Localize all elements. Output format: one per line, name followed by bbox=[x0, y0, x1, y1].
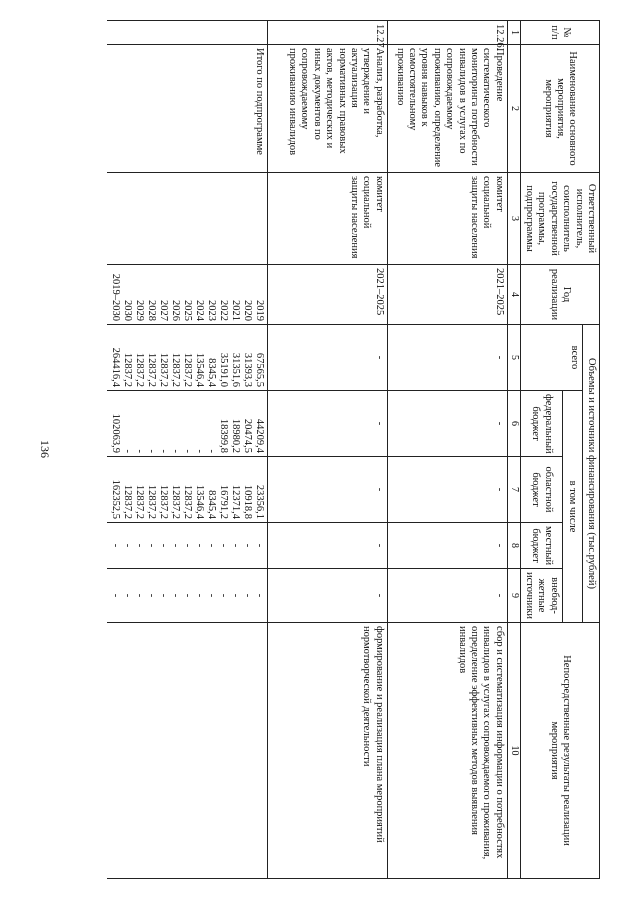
summary-value: - bbox=[181, 543, 193, 548]
row-reg: - bbox=[267, 457, 387, 523]
summary-value: - bbox=[217, 543, 229, 548]
summary-value: 18980,2 bbox=[229, 418, 241, 453]
column-numbers-row bbox=[507, 21, 520, 879]
summary-value: 2020 bbox=[241, 300, 253, 321]
summary-value: 2022 bbox=[217, 300, 229, 321]
summary-value: 2028 bbox=[145, 300, 157, 321]
summary-value: - bbox=[133, 593, 145, 598]
header-funding: Объемы и источники финансирования (тыс.рублей) bbox=[582, 325, 599, 623]
summary-value: 44209,4 bbox=[253, 418, 265, 453]
summary-value: 13546,4 bbox=[193, 484, 205, 519]
summary-value: - bbox=[145, 593, 157, 598]
summary-row bbox=[107, 21, 268, 879]
header-reg: областной бюджет bbox=[520, 457, 562, 523]
summary-value: - bbox=[241, 543, 253, 548]
summary-ext bbox=[107, 569, 268, 623]
row-num: 12.27. bbox=[267, 21, 387, 45]
summary-value: 162352,5 bbox=[109, 479, 121, 519]
col-number: 5 bbox=[507, 325, 520, 391]
summary-value: 31351,6 bbox=[229, 352, 241, 387]
summary-value: 2027 bbox=[157, 300, 169, 321]
header-year: Год реализации bbox=[520, 265, 599, 325]
summary-value: - bbox=[157, 593, 169, 598]
row-result: сбор и систематизация информации о потребностях инвалидов в услугах сопровождаемого проживания, определение эффективных методов выявления инвалидов bbox=[387, 623, 507, 879]
summary-value: 31393,3 bbox=[241, 352, 253, 387]
summary-value: - bbox=[205, 593, 217, 598]
summary-value: - bbox=[205, 543, 217, 548]
summary-value: - bbox=[109, 593, 121, 598]
summary-value: 12837,2 bbox=[133, 352, 145, 387]
summary-label: Итого по подпрограмме bbox=[107, 45, 268, 173]
summary-value: 67565,5 bbox=[253, 352, 265, 387]
summary-value: 18399,8 bbox=[217, 418, 229, 453]
row-resp: комитет социальной защиты населения bbox=[387, 173, 507, 265]
summary-value: 12837,2 bbox=[133, 484, 145, 519]
summary-value: - bbox=[193, 543, 205, 548]
header-name: Наименование основного мероприятия, мероприятия bbox=[520, 45, 599, 173]
summary-value: - bbox=[157, 449, 169, 453]
summary-reg bbox=[107, 457, 268, 523]
summary-value: - bbox=[121, 593, 133, 598]
summary-value: - bbox=[133, 543, 145, 548]
header-loc: местный бюджет bbox=[520, 523, 562, 569]
row-fed: - bbox=[387, 391, 507, 457]
summary-value: - bbox=[145, 449, 157, 453]
summary-value: 102063,9 bbox=[109, 413, 121, 453]
col-number: 7 bbox=[507, 457, 520, 523]
summary-value: 2030 bbox=[121, 300, 133, 321]
summary-value: 12837,2 bbox=[181, 484, 193, 519]
rotated-page bbox=[40, 20, 600, 880]
col-number: 6 bbox=[507, 391, 520, 457]
row-loc: - bbox=[267, 523, 387, 569]
summary-value: - bbox=[169, 543, 181, 548]
summary-value: 10918,8 bbox=[241, 484, 253, 519]
header-result: Непосредственные результаты реализации мероприятия bbox=[520, 623, 599, 879]
summary-value: 16791,2 bbox=[217, 484, 229, 519]
funding-table bbox=[107, 20, 600, 879]
summary-value: 8345,4 bbox=[205, 358, 217, 387]
row-year: 2021–2025 bbox=[387, 265, 507, 325]
summary-value: - bbox=[109, 543, 121, 548]
summary-value: 13546,4 bbox=[193, 352, 205, 387]
col-number: 3 bbox=[507, 173, 520, 265]
header-total: всего bbox=[520, 325, 582, 391]
header-num: № п/п bbox=[520, 21, 599, 45]
summary-value: 2019 bbox=[253, 300, 265, 321]
summary-value: 2026 bbox=[169, 300, 181, 321]
row-total: - bbox=[267, 325, 387, 391]
summary-value: - bbox=[193, 593, 205, 598]
summary-value: - bbox=[181, 593, 193, 598]
header-incl: в том числе bbox=[562, 391, 582, 623]
summary-value: - bbox=[181, 449, 193, 453]
summary-value: - bbox=[121, 543, 133, 548]
summary-value: - bbox=[229, 543, 241, 548]
header-resp: Ответственный исполнитель, соисполнитель государственной программы, подпрограммы bbox=[520, 173, 599, 265]
row-num: 12.26. bbox=[387, 21, 507, 45]
summary-total bbox=[107, 325, 268, 391]
summary-value: 12837,2 bbox=[157, 352, 169, 387]
row-name: Анализ, разработка, утверждение и актуализация нормативных правовых актов, методических и иных документов по сопровождаемому проживанию инвалидов bbox=[267, 45, 387, 173]
table-row bbox=[267, 21, 387, 879]
summary-value: 20474,5 bbox=[241, 418, 253, 453]
summary-value: 12837,2 bbox=[121, 352, 133, 387]
summary-value: - bbox=[157, 543, 169, 548]
summary-years bbox=[107, 265, 268, 325]
col-number: 10 bbox=[507, 623, 520, 879]
summary-value: - bbox=[241, 593, 253, 598]
col-number: 8 bbox=[507, 523, 520, 569]
summary-value: 2019–2030 bbox=[109, 273, 121, 321]
summary-value: 2021 bbox=[229, 300, 241, 321]
summary-value: - bbox=[205, 449, 217, 453]
summary-loc bbox=[107, 523, 268, 569]
summary-value: - bbox=[145, 543, 157, 548]
row-ext: - bbox=[387, 569, 507, 623]
summary-value: 2029 bbox=[133, 300, 145, 321]
summary-value: 12837,2 bbox=[145, 484, 157, 519]
summary-value: - bbox=[169, 593, 181, 598]
header-ext: внебюд-жетные источники bbox=[520, 569, 562, 623]
summary-value: 2023 bbox=[205, 300, 217, 321]
page-number: 136 bbox=[38, 440, 52, 458]
summary-value: - bbox=[253, 593, 265, 598]
summary-value: 2025 bbox=[181, 300, 193, 321]
row-ext: - bbox=[267, 569, 387, 623]
summary-fed bbox=[107, 391, 268, 457]
summary-value: 12837,2 bbox=[181, 352, 193, 387]
summary-value: 35191,0 bbox=[217, 352, 229, 387]
col-number: 2 bbox=[507, 45, 520, 173]
row-resp: комитет социальной защиты населения bbox=[267, 173, 387, 265]
summary-value: 12837,2 bbox=[169, 352, 181, 387]
summary-value: - bbox=[133, 449, 145, 453]
row-name: Проведение систематического мониторинга потребности инвалидов в услугах по сопровождаемому проживанию, определение уровня навыков к самостоятельному проживанию bbox=[387, 45, 507, 173]
row-year: 2021–2025 bbox=[267, 265, 387, 325]
summary-value: 264416,4 bbox=[109, 347, 121, 387]
summary-value: - bbox=[229, 593, 241, 598]
summary-value: 12837,2 bbox=[121, 484, 133, 519]
summary-value: 23356,1 bbox=[253, 484, 265, 519]
summary-value: 12837,2 bbox=[169, 484, 181, 519]
col-number: 1 bbox=[507, 21, 520, 45]
summary-value: - bbox=[121, 449, 133, 453]
summary-value: - bbox=[169, 449, 181, 453]
summary-value: - bbox=[217, 593, 229, 598]
row-loc: - bbox=[387, 523, 507, 569]
header-fed: федеральный бюджет bbox=[520, 391, 562, 457]
col-number: 9 bbox=[507, 569, 520, 623]
summary-value: 12371,4 bbox=[229, 484, 241, 519]
row-total: - bbox=[387, 325, 507, 391]
summary-value: 2024 bbox=[193, 300, 205, 321]
summary-value: 8345,4 bbox=[205, 490, 217, 519]
summary-value: 12837,2 bbox=[145, 352, 157, 387]
col-number: 4 bbox=[507, 265, 520, 325]
row-fed: - bbox=[267, 391, 387, 457]
row-result: формирование и реализация плана мероприятий нормотворческой деятельности bbox=[267, 623, 387, 879]
table-row bbox=[387, 21, 507, 879]
summary-value: - bbox=[253, 543, 265, 548]
summary-value: 12837,2 bbox=[157, 484, 169, 519]
summary-value: - bbox=[193, 449, 205, 453]
row-reg: - bbox=[387, 457, 507, 523]
